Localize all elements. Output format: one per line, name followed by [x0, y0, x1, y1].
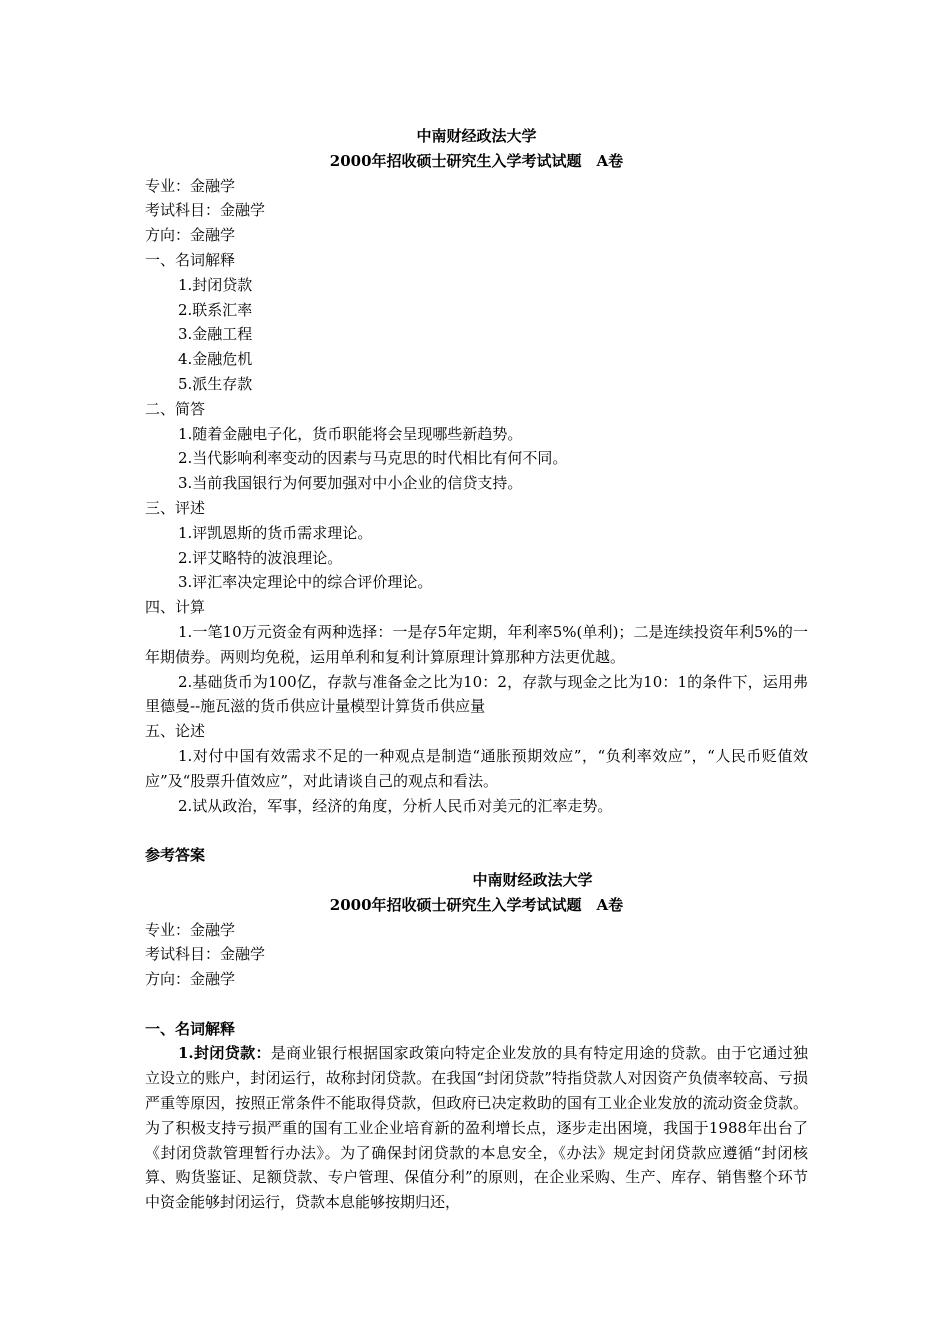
subject-line: 考试科目：金融学 — [145, 201, 266, 220]
list-item: 1.随着金融电子化，货币职能将会呈现哪些新趋势。 — [178, 424, 523, 443]
answer-definition: 是商业银行根据国家政策向特定企业发放的具有特定用途的贷款。由于它通过独立设立的账户，封闭运行，故称封闭贷款。在我国“封闭贷款”特指贷款人对因资产负债率较高、亏损严重等原因，按照正常条件不能取得贷款，但政府已决定救助的国有工业企业发放的流动资金贷款。为了积极支持亏损严重的国有工业企业培育新的盈利增长点，逐步走出困境，我国于1988年出台了《封闭贷款管理暂行办法》。为了确保封闭贷款的本息安全，《办法》规定封闭贷款应遵循“封闭核算、购货鉴证、足额贷款、专户管理、保值分利”的原则，在企业采购、生产、库存、销售整个环节中资金能够封闭运行，贷款本息能够按期归还， — [145, 1044, 808, 1212]
list-item: 3.评汇率决定理论中的综合评价理论。 — [178, 573, 433, 592]
list-item: 5.派生存款 — [178, 374, 253, 393]
section-heading: 一、名词解释 — [145, 250, 236, 269]
section-heading: 三、评述 — [145, 498, 206, 517]
question-paragraph: 1.对付中国有效需求不足的一种观点是制造“通胀预期效应”，“负利率效应”，“人民币贬值效应”及“股票升值效应”，对此请谈自己的观点和看法。 — [145, 746, 808, 790]
question-paragraph: 1.一笔10万元资金有两种选择：一是存5年定期，年利率5%(单利)；二是连续投资年利5%的一年期债券。两则均免税，运用单利和复利计算原理计算那种方法更优越。 — [145, 622, 808, 666]
section-essay — [145, 719, 808, 818]
question-paragraph: 2.基础货币为100亿，存款与准备金之比为10：2，存款与现金之比为10：1的条件下，运用弗里德曼--施瓦滋的货币供应计量模型计算货币供应量 — [145, 672, 808, 716]
section-short-answer — [145, 397, 808, 496]
answer-term: 1.封闭贷款： — [178, 1044, 271, 1063]
spacer — [145, 818, 808, 843]
list-item: 4.金融危机 — [178, 350, 253, 369]
direction-line: 方向：金融学 — [145, 226, 236, 245]
section-heading: 五、论述 — [145, 722, 206, 741]
answers-school-title: 中南财经政法大学 — [472, 870, 593, 889]
answers-exam-title: 2000年招收硕士研究生入学考试试题 A卷 — [329, 895, 624, 914]
list-item: 2.联系汇率 — [178, 300, 253, 319]
school-title: 中南财经政法大学 — [416, 127, 537, 145]
list-item: 1.封闭贷款 — [178, 275, 253, 294]
answers-direction-line: 方向：金融学 — [145, 970, 236, 989]
list-item: 3.金融工程 — [178, 325, 253, 344]
section-heading: 四、计算 — [145, 598, 206, 617]
question-paragraph: 2.试从政治，军事，经济的角度，分析人民币对美元的汇率走势。 — [178, 796, 613, 815]
list-item: 2.当代影响利率变动的因素与马克思的时代相比有何不同。 — [178, 449, 568, 468]
section-heading: 二、简答 — [145, 399, 206, 418]
answers-section-heading: 一、名词解释 — [145, 1019, 236, 1038]
section-terms — [145, 248, 808, 397]
list-item: 2.评艾略特的波浪理论。 — [178, 548, 343, 567]
list-item: 1.评凯恩斯的货币需求理论。 — [178, 523, 373, 542]
answer-paragraph — [145, 1041, 808, 1215]
document-page — [145, 124, 808, 1215]
spacer — [145, 992, 808, 1017]
list-item: 3.当前我国银行为何要加强对中小企业的信贷支持。 — [178, 474, 523, 493]
answers-subject-line: 考试科目：金融学 — [145, 945, 266, 964]
section-calculation — [145, 595, 808, 719]
answers-major-line: 专业：金融学 — [145, 920, 236, 939]
exam-title: 2000年招收硕士研究生入学考试试题 A卷 — [329, 151, 624, 170]
answers-label: 参考答案 — [145, 846, 206, 865]
major-line: 专业：金融学 — [145, 176, 236, 195]
section-review — [145, 496, 808, 595]
